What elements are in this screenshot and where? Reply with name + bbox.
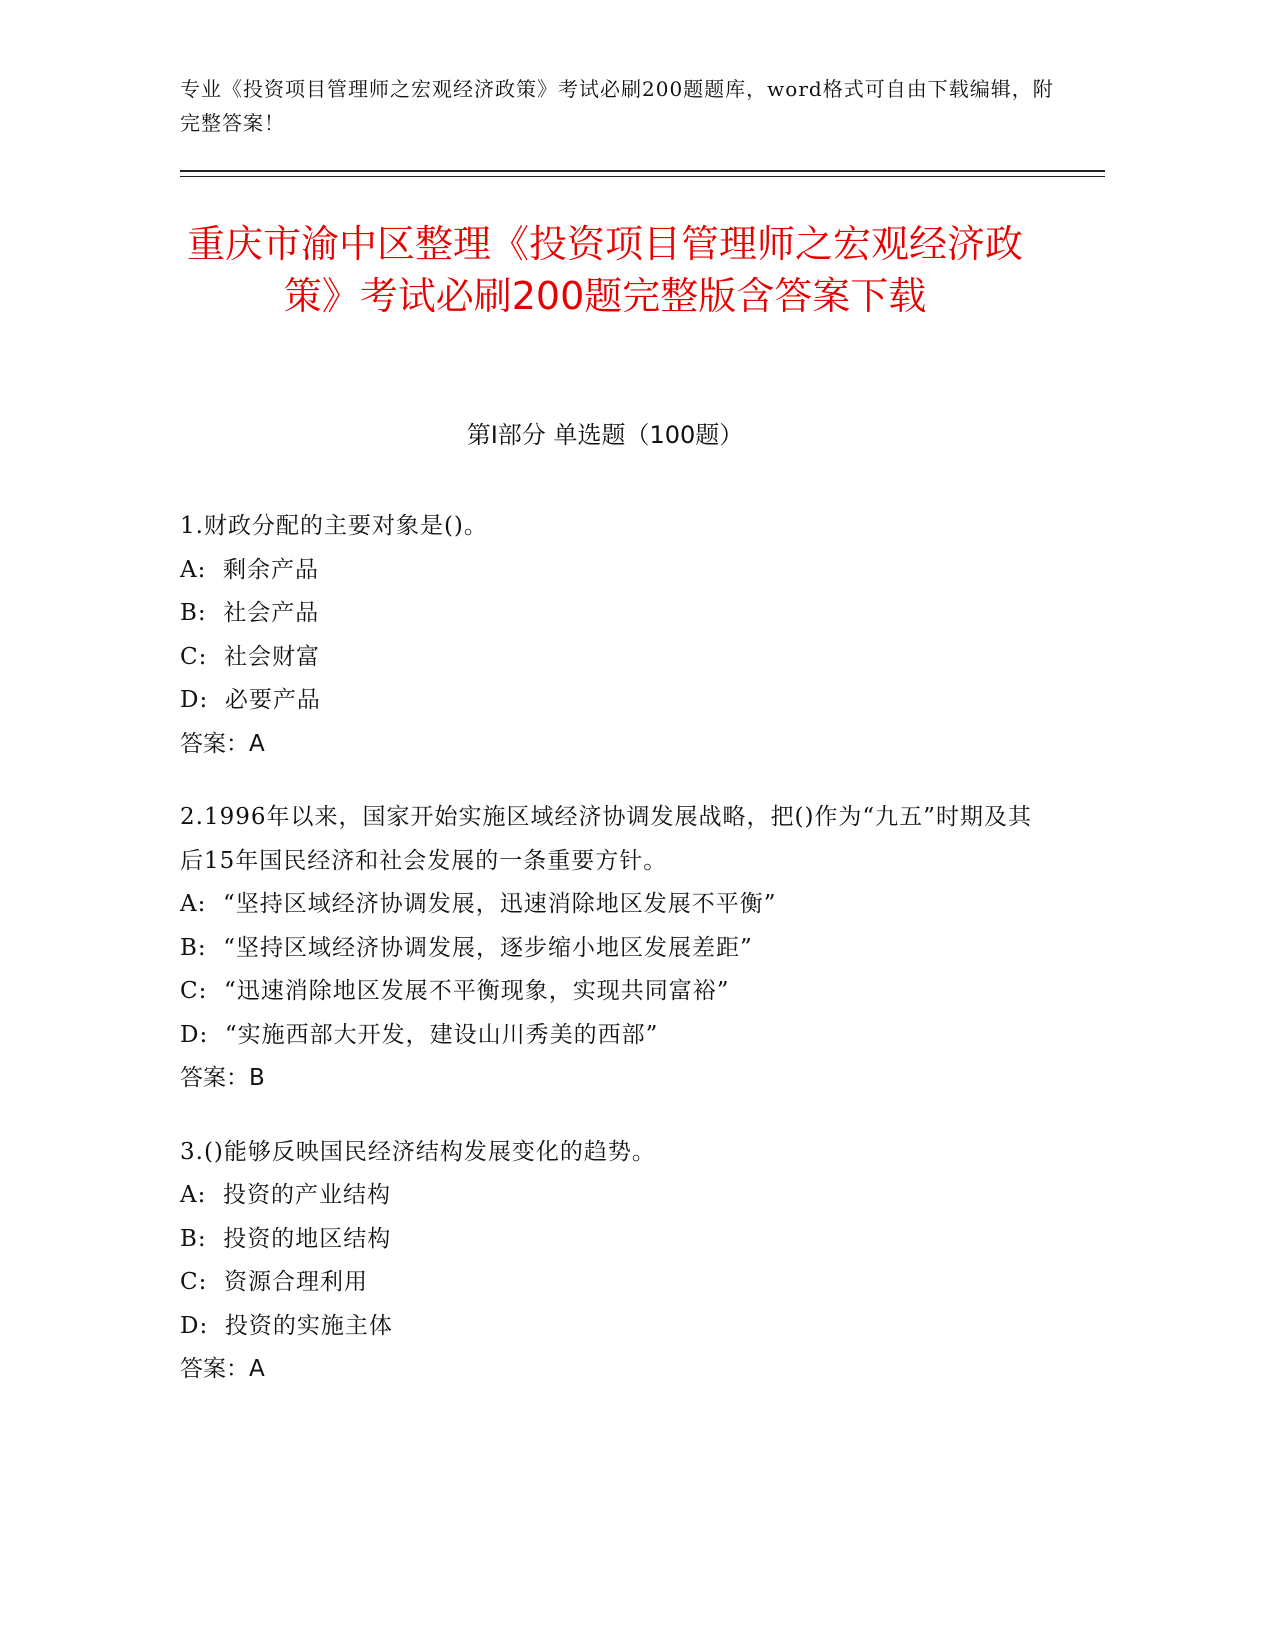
option-label: C:: [180, 1269, 208, 1295]
question-stem: 2.1996年以来，国家开始实施区域经济协调发展战略，把()作为“九五”时期及其后15年国民经济和社会发展的一条重要方针。: [180, 804, 1032, 874]
option-text: 剩余产品: [222, 556, 319, 583]
option-c: [180, 970, 1040, 1014]
option-label: C:: [180, 978, 208, 1004]
option-b: [180, 1218, 1040, 1262]
answer: 答案：B: [180, 1065, 265, 1091]
option-d: [180, 1014, 1040, 1058]
header-note: 专业《投资项目管理师之宏观经济政策》考试必刷200题题库，word格式可自由下载编辑，附完整答案！: [180, 77, 1054, 135]
option-d: [180, 679, 1040, 723]
option-text: 必要产品: [224, 687, 321, 713]
question-1: [180, 505, 1040, 766]
option-text: “坚持区域经济协调发展，逐步缩小地区发展差距”: [223, 934, 753, 961]
option-text: 投资的地区结构: [223, 1225, 392, 1252]
option-text: 社会财富: [223, 643, 320, 670]
option-label: B:: [180, 600, 207, 626]
question-2: [180, 796, 1040, 1101]
option-label: C:: [180, 643, 208, 670]
option-label: A:: [180, 891, 207, 917]
option-text: 资源合理利用: [223, 1269, 368, 1295]
option-c: [180, 1261, 1040, 1305]
answer: 答案：A: [180, 730, 265, 757]
option-b: [180, 592, 1040, 636]
option-a: [180, 549, 1040, 593]
answer: 答案：A: [180, 1356, 265, 1382]
option-b: [180, 927, 1040, 971]
option-label: A:: [180, 1182, 207, 1208]
option-text: 社会产品: [223, 600, 320, 626]
option-text: 投资的实施主体: [224, 1312, 393, 1339]
question-stem: 3.()能够反映国民经济结构发展变化的趋势。: [180, 1138, 656, 1165]
question-stem: 1.财政分配的主要对象是()。: [180, 513, 488, 539]
option-d: [180, 1305, 1040, 1349]
option-label: B:: [180, 934, 207, 961]
option-label: A:: [180, 556, 207, 583]
option-label: D:: [180, 1021, 209, 1048]
option-text: “迅速消除地区发展不平衡现象，实现共同富裕”: [223, 978, 730, 1004]
header-divider-thin: [180, 176, 1105, 177]
question-list: [180, 505, 1040, 1422]
document-title: 重庆市渝中区整理《投资项目管理师之宏观经济政策》考试必刷200题完整版含答案下载: [186, 222, 1023, 318]
option-text: 投资的产业结构: [222, 1182, 391, 1208]
option-label: D:: [180, 687, 209, 713]
option-a: [180, 1174, 1040, 1218]
option-label: D:: [180, 1312, 209, 1339]
section-title: 第I部分 单选题（100题）: [466, 421, 744, 449]
option-label: B:: [180, 1225, 207, 1252]
option-text: “坚持区域经济协调发展，迅速消除地区发展不平衡”: [222, 891, 777, 917]
header-divider-thick: [180, 170, 1105, 172]
question-3: [180, 1131, 1040, 1392]
option-a: [180, 883, 1040, 927]
option-text: “实施西部大开发，建设山川秀美的西部”: [224, 1021, 659, 1048]
option-c: [180, 636, 1040, 680]
